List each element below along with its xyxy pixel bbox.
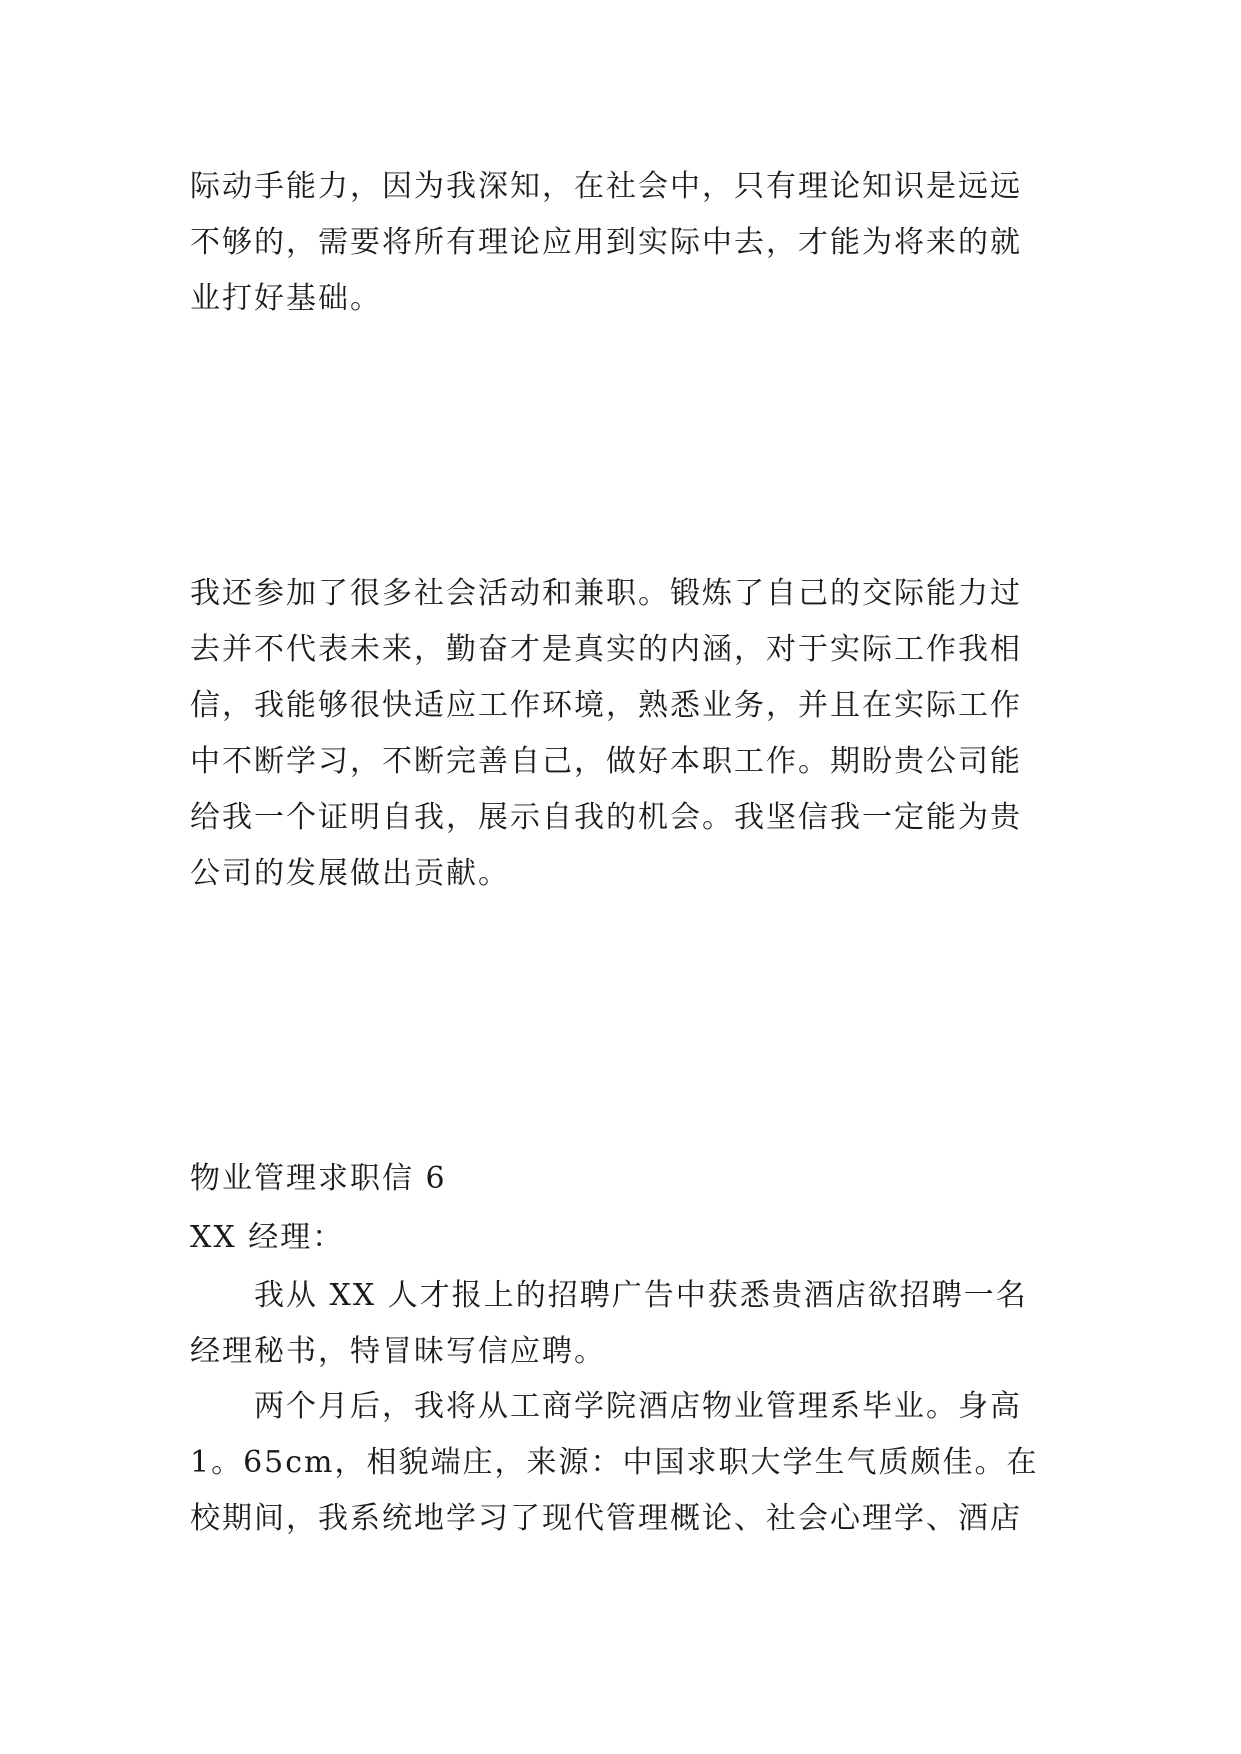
text-line: 两个月后，我将从工商学院酒店物业管理系毕业。身高 <box>254 1389 1022 1424</box>
paragraph <box>190 159 1052 327</box>
text-line: 不够的，需要将所有理论应用到实际中去，才能为将来的就 <box>190 225 1022 260</box>
paragraph <box>190 1379 1052 1547</box>
letter-title <box>190 1151 1052 1207</box>
salutation <box>190 1210 1052 1266</box>
text-line: 我从 XX 人才报上的招聘广告中获悉贵酒店欲招聘一名 <box>254 1278 1028 1313</box>
text-line: 经理秘书，特冒昧写信应聘。 <box>190 1334 606 1369</box>
text-line: 际动手能力，因为我深知，在社会中，只有理论知识是远远 <box>190 169 1022 204</box>
text-line: 1。65cm，相貌端庄，来源：中国求职大学生气质颇佳。在 <box>190 1445 1039 1480</box>
text-line: 我还参加了很多社会活动和兼职。锻炼了自己的交际能力过 <box>190 576 1022 611</box>
text-line: 中不断学习，不断完善自己，做好本职工作。期盼贵公司能 <box>190 744 1022 779</box>
text-line: 去并不代表未来，勤奋才是真实的内涵，对于实际工作我相 <box>190 632 1022 667</box>
salutation-text: XX 经理： <box>190 1220 345 1255</box>
text-line: 公司的发展做出贡献。 <box>190 856 510 891</box>
paragraph <box>190 566 1052 902</box>
text-line: 业打好基础。 <box>190 281 382 316</box>
letter-title-text: 物业管理求职信 6 <box>190 1161 447 1196</box>
text-line: 校期间，我系统地学习了现代管理概论、社会心理学、酒店 <box>190 1501 1022 1536</box>
text-line: 信，我能够很快适应工作环境，熟悉业务，并且在实际工作 <box>190 688 1022 723</box>
text-line: 给我一个证明自我，展示自我的机会。我坚信我一定能为贵 <box>190 800 1022 835</box>
paragraph <box>190 1268 1052 1380</box>
